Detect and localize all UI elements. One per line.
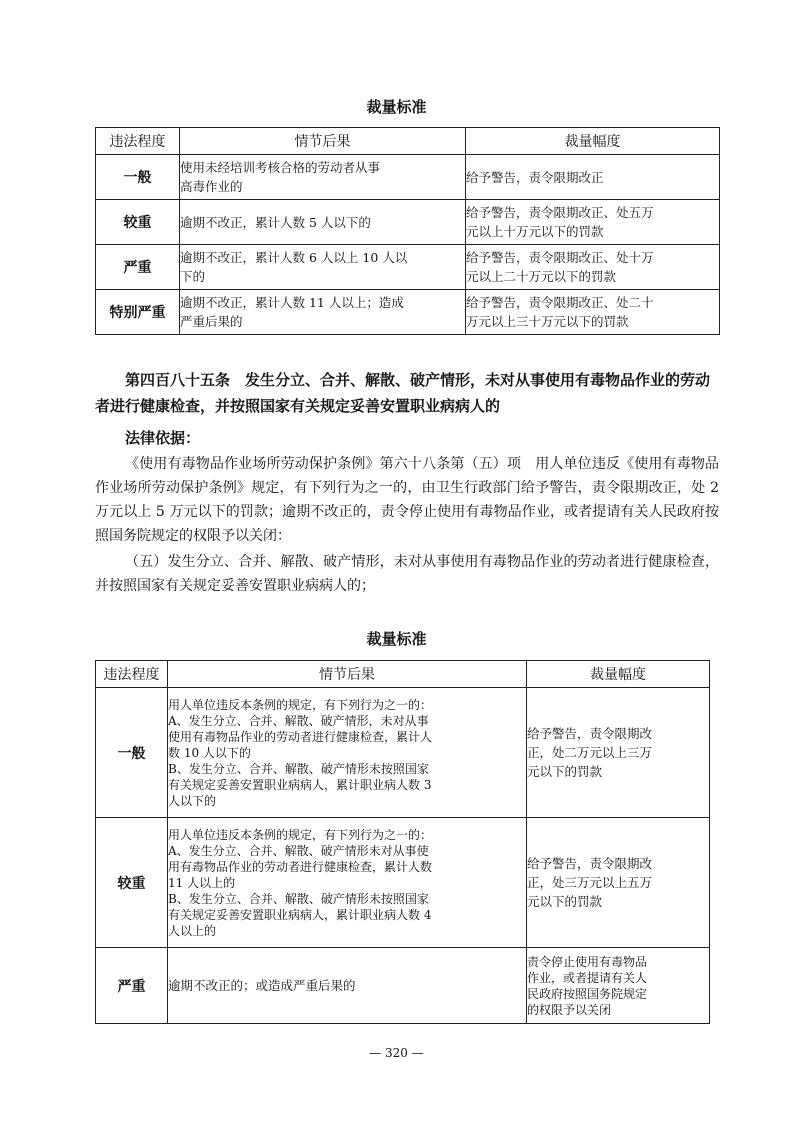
page-number: — 320 — <box>369 1046 424 1060</box>
circumstance-cell: 逾期不改正，累计人数 11 人以上；造成 严重后果的 <box>180 290 466 335</box>
circumstance-cell: 逾期不改正的；或造成严重后果的 <box>168 948 527 1024</box>
table-row <box>96 948 710 1024</box>
table1-caption: 裁量标准 <box>366 98 427 116</box>
table2-discretion-standard <box>95 660 710 1024</box>
degree-cell: 严重 <box>96 948 168 1024</box>
degree-cell: 较重 <box>96 200 180 245</box>
degree-cell: 一般 <box>96 155 180 200</box>
table1-header-penalty: 裁量幅度 <box>466 128 720 155</box>
table-row <box>96 155 720 200</box>
table-row <box>96 200 720 245</box>
article-title: 第四百八十五条 发生分立、合并、解散、破产情形，未对从事使用有毒物品作业的劳动者进行健康检查，并按照国家有关规定妥善安置职业病病人的 <box>95 371 711 415</box>
degree-cell: 严重 <box>96 245 180 290</box>
table1-discretion-standard <box>95 127 720 335</box>
penalty-cell: 责令停止使用有毒物品 作业，或者提请有关人 民政府按照国务院规定 的权限予以关闭 <box>527 948 710 1024</box>
table-row <box>96 818 710 948</box>
circumstance-cell: 用人单位违反本条例的规定，有下列行为之一的： A、发生分立、合并、解散、破产情形未对从事使 用有毒物品作业的劳动者进行健康检查，累计人数 11 人以上的 B、发生分立、合并、解散、破产情形未按照国家 有关规定妥善安置职业病病人，累计职业病人数 4 人以上的 <box>168 818 527 948</box>
circumstance-cell: 使用未经培训考核合格的劳动者从事 高毒作业的 <box>180 155 466 200</box>
degree-cell: 一般 <box>96 688 168 818</box>
penalty-cell: 给予警告，责令限期改正 <box>466 155 720 200</box>
table-row <box>96 245 720 290</box>
table2-header-degree: 违法程度 <box>96 661 168 688</box>
penalty-cell: 给予警告，责令限期改 正，处二万元以上三万 元以下的罚款 <box>527 688 710 818</box>
table-row <box>96 290 720 335</box>
penalty-cell: 给予警告，责令限期改正、处十万 元以上二十万元以下的罚款 <box>466 245 720 290</box>
circumstance-cell: 逾期不改正，累计人数 5 人以下的 <box>180 200 466 245</box>
circumstance-cell: 用人单位违反本条例的规定，有下列行为之一的： A、发生分立、合并、解散、破产情形，未对从事 使用有毒物品作业的劳动者进行健康检查，累计人 数 10 人以下的 B、发生分立、合并、解散、破产情形未按照国家 有关规定妥善安置职业病病人，累计职业病人数 3 人以下的 <box>168 688 527 818</box>
legal-basis-item-5: （五）发生分立、合并、解散、破产情形，未对从事使用有毒物品作业的劳动者进行健康检查，并按照国家有关规定妥善安置职业病病人的； <box>95 554 719 594</box>
circumstance-cell: 逾期不改正，累计人数 6 人以上 10 人以 下的 <box>180 245 466 290</box>
table1-header-degree: 违法程度 <box>96 128 180 155</box>
degree-cell: 特别严重 <box>96 290 180 335</box>
degree-cell: 较重 <box>96 818 168 948</box>
table2-header-circumstance: 情节后果 <box>168 661 527 688</box>
legal-basis-label: 法律依据： <box>125 429 201 447</box>
table-row <box>96 688 710 818</box>
table2-header-penalty: 裁量幅度 <box>527 661 710 688</box>
table2-caption: 裁量标准 <box>366 630 427 648</box>
penalty-cell: 给予警告，责令限期改 正，处三万元以上五万 元以下的罚款 <box>527 818 710 948</box>
penalty-cell: 给予警告，责令限期改正、处五万 元以上十万元以下的罚款 <box>466 200 720 245</box>
table1-header-circumstance: 情节后果 <box>180 128 466 155</box>
legal-basis-paragraph: 《使用有毒物品作业场所劳动保护条例》第六十八条第（五）项 用人单位违反《使用有毒物品作业场所劳动保护条例》规定，有下列行为之一的，由卫生行政部门给予警告，责令限期改正，处 2 万元以上 5 万元以下的罚款；逾期不改正的，责令停止使用有毒物品作业，或者提请有关人民政府按照国务院规定的权限予以关闭： <box>95 456 719 544</box>
penalty-cell: 给予警告，责令限期改正、处二十 万元以上三十万元以下的罚款 <box>466 290 720 335</box>
